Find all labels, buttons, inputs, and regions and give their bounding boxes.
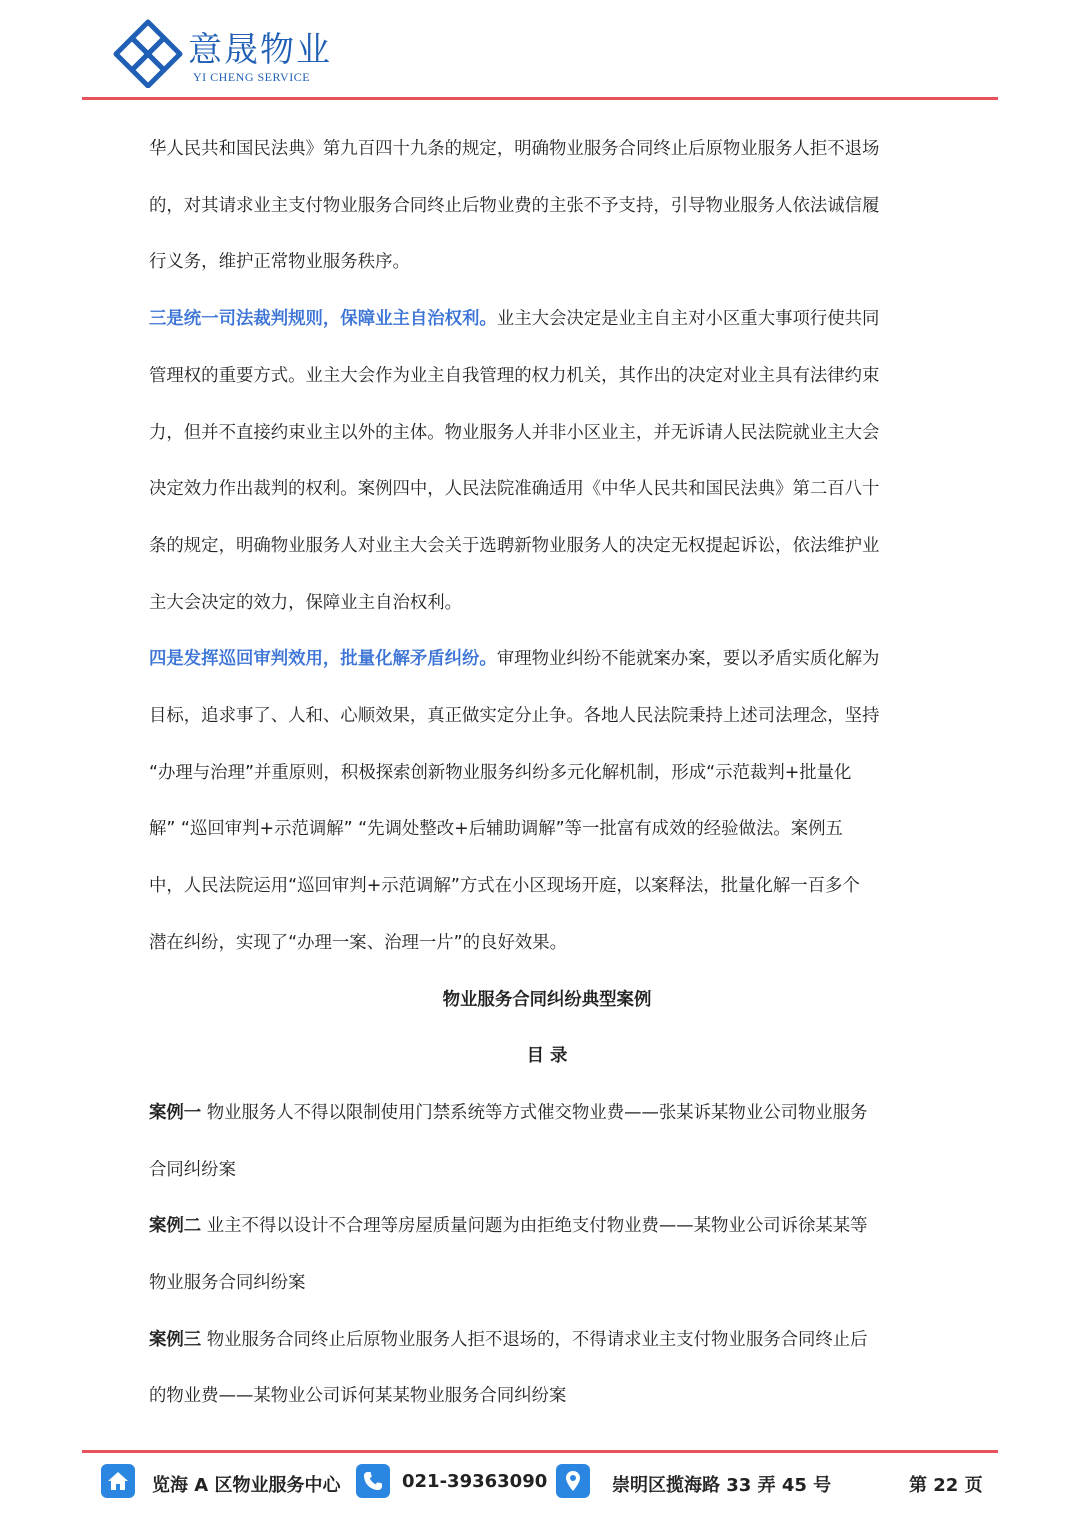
- toc-item: [149, 1198, 945, 1255]
- section-heading-circuit-trial: 四是发挥巡回审判效用，批量化解矛盾纠纷。: [149, 649, 497, 670]
- toc-item-label: 案例一: [149, 1102, 202, 1123]
- home-icon: [101, 1464, 135, 1498]
- text-line: 中，人民法院运用“巡回审判+示范调解”方式在小区现场开庭，以案释法，批量化解一百多个: [149, 876, 860, 897]
- page-number: 第 22 页: [909, 1475, 983, 1496]
- text-line: 决定效力作出裁判的权利。案例四中，人民法院准确适用《中华人民共和国民法典》第二百八十: [149, 479, 880, 500]
- table-of-contents: [149, 1085, 945, 1425]
- service-center-name: 览海 A 区物业服务中心: [152, 1475, 341, 1496]
- location-pin-icon: [556, 1464, 590, 1498]
- text-line: 解” “巡回审判+示范调解” “先调处整改+后辅助调解”等一批富有成效的经验做法。案例五: [149, 819, 843, 840]
- toc-item-title: 物业服务人不得以限制使用门禁系统等方式催交物业费——张某诉某物业公司物业服务: [201, 1102, 868, 1123]
- page-header: [0, 0, 1080, 100]
- text-line: 主大会决定的效力，保障业主自治权利。: [149, 592, 463, 613]
- brand-name-cn: 意晟物业: [188, 30, 332, 70]
- toc-item-label: 案例三: [149, 1329, 202, 1350]
- toc-item-continued: 物业服务合同纠纷案: [149, 1273, 306, 1294]
- page-footer: [0, 1460, 1080, 1510]
- toc-item-title: 业主不得以设计不合理等房屋质量问题为由拒绝支付物业费——某物业公司诉徐某某等: [201, 1216, 868, 1237]
- text-line: [149, 631, 945, 688]
- toc-item-continued: 合同纠纷案: [149, 1159, 236, 1180]
- section-heading-unify-rules: 三是统一司法裁判规则，保障业主自治权利。: [149, 309, 497, 330]
- text-line: “办理与治理”并重原则，积极探索创新物业服务纠纷多元化解机制，形成“示范裁判+批量化: [149, 762, 852, 783]
- phone-icon: [356, 1464, 390, 1498]
- text-line: 行义务，维护正常物业服务秩序。: [149, 252, 410, 273]
- toc-item-label: 案例二: [149, 1216, 202, 1237]
- logo-knot-icon: [112, 18, 184, 88]
- text-line: 的，对其请求业主支付物业服务合同终止后物业费的主张不予支持，引导物业服务人依法诚信履: [149, 195, 880, 216]
- text-line: [149, 291, 945, 348]
- text-line: 力，但并不直接约束业主以外的主体。物业服务人并非小区业主，并无诉请人民法院就业主大会: [149, 422, 880, 443]
- paragraph-circuit-trial: [149, 631, 945, 971]
- text-line: 目标，追求事了、人和、心顺效果，真正做实定分止争。各地人民法院秉持上述司法理念，坚持: [149, 706, 880, 727]
- address: 崇明区揽海路 33 弄 45 号: [612, 1475, 832, 1496]
- paragraph-unify-rules: [149, 291, 945, 631]
- text-line: 华人民共和国民法典》第九百四十九条的规定，明确物业服务合同终止后原物业服务人拒不退场: [149, 139, 880, 159]
- text-line: 条的规定，明确物业服务人对业主大会关于选聘新物业服务人的决定无权提起诉讼，依法维护业: [149, 535, 880, 556]
- toc-item-continued: 的物业费——某物业公司诉何某某物业服务合同纠纷案: [149, 1386, 567, 1407]
- toc-item-title: 物业服务合同终止后原物业服务人拒不退场的，不得请求业主支付物业服务合同终止后: [201, 1329, 868, 1350]
- toc-subtitle: 目 录: [526, 1046, 568, 1067]
- header-divider: [82, 97, 998, 100]
- text-line-rest: 审理物业纠纷不能就案办案，要以矛盾实质化解为: [496, 649, 880, 670]
- toc-item: [149, 1312, 945, 1369]
- phone-number: 021-39363090: [402, 1471, 548, 1492]
- toc-title: 物业服务合同纠纷典型案例: [442, 989, 652, 1010]
- brand-name-en: YI CHENG SERVICE: [193, 70, 311, 84]
- footer-divider: [82, 1450, 998, 1453]
- text-line: 潜在纠纷，实现了“办理一案、治理一片”的良好效果。: [149, 932, 568, 953]
- text-line-rest: 业主大会决定是业主自主对小区重大事项行使共同: [496, 309, 880, 330]
- document-body: [149, 121, 945, 1425]
- text-line: 管理权的重要方式。业主大会作为业主自我管理的权力机关，其作出的决定对业主具有法律约束: [149, 365, 880, 386]
- paragraph-contract-termination: [149, 121, 945, 291]
- toc-item: [149, 1085, 945, 1142]
